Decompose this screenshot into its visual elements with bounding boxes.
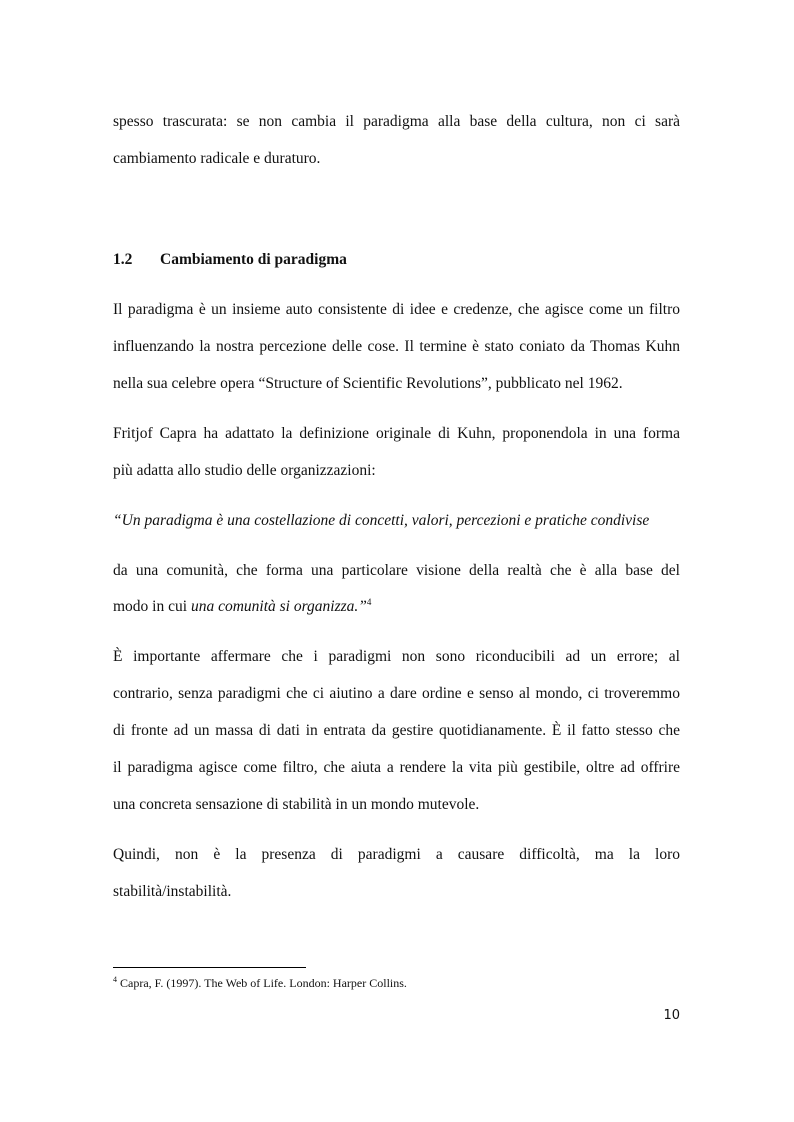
paragraph-line: contrario, senza paradigmi che ci aiutino a dare ordine e senso al mondo, ci troveremmo bbox=[113, 685, 680, 702]
section-heading bbox=[113, 250, 680, 270]
footnote bbox=[113, 975, 407, 991]
footnote-divider bbox=[113, 967, 306, 968]
quote-italic-text: una comunità si organizza.” bbox=[190, 598, 367, 615]
footnote-text: Capra, F. (1997). The Web of Life. London: Harper Collins. bbox=[117, 976, 407, 990]
quote-text: modo in cui bbox=[113, 598, 191, 615]
footnote-marker: 4 bbox=[113, 975, 117, 984]
paragraph-line: Quindi, non è la presenza di paradigmi a causare difficoltà, ma la loro bbox=[113, 846, 680, 863]
footnote-reference[interactable]: 4 bbox=[366, 596, 372, 607]
section-title: Cambiamento di paradigma bbox=[160, 251, 347, 268]
quote-line: da una comunità, che forma una particolare visione della realtà che è alla base del bbox=[113, 562, 680, 579]
section-number: 1.2 bbox=[113, 251, 133, 268]
paragraph-line: il paradigma agisce come filtro, che aiuta a rendere la vita più gestibile, oltre ad offrire bbox=[113, 759, 680, 776]
paragraph-line: nella sua celebre opera “Structure of Scientific Revolutions”, pubblicato nel 1962. bbox=[113, 375, 623, 392]
paragraph-line: una concreta sensazione di stabilità in un mondo mutevole. bbox=[113, 796, 480, 813]
quote-line: “Un paradigma è una costellazione di concetti, valori, percezioni e pratiche condivise bbox=[113, 512, 650, 529]
paragraph-line: influenzando la nostra percezione delle cose. Il termine è stato coniato da Thomas Kuhn bbox=[113, 338, 680, 355]
paragraph-line: Fritjof Capra ha adattato la definizione originale di Kuhn, proponendola in una forma bbox=[113, 425, 680, 442]
quote-line-last bbox=[113, 597, 680, 617]
paragraph-continuation-line: spesso trascurata: se non cambia il paradigma alla base della cultura, non ci sarà bbox=[113, 113, 680, 130]
paragraph-line: Il paradigma è un insieme auto consistente di idee e credenze, che agisce come un filtro bbox=[113, 301, 680, 318]
paragraph-line: più adatta allo studio delle organizzazioni: bbox=[113, 462, 376, 479]
paragraph-line: di fronte ad un massa di dati in entrata da gestire quotidianamente. È il fatto stesso che bbox=[113, 722, 680, 739]
page-number: 10 bbox=[663, 1008, 680, 1023]
paragraph-line: stabilità/instabilità. bbox=[113, 883, 232, 900]
paragraph-line: È importante affermare che i paradigmi non sono riconducibili ad un errore; al bbox=[113, 648, 680, 665]
paragraph-continuation-line: cambiamento radicale e duraturo. bbox=[113, 150, 321, 167]
